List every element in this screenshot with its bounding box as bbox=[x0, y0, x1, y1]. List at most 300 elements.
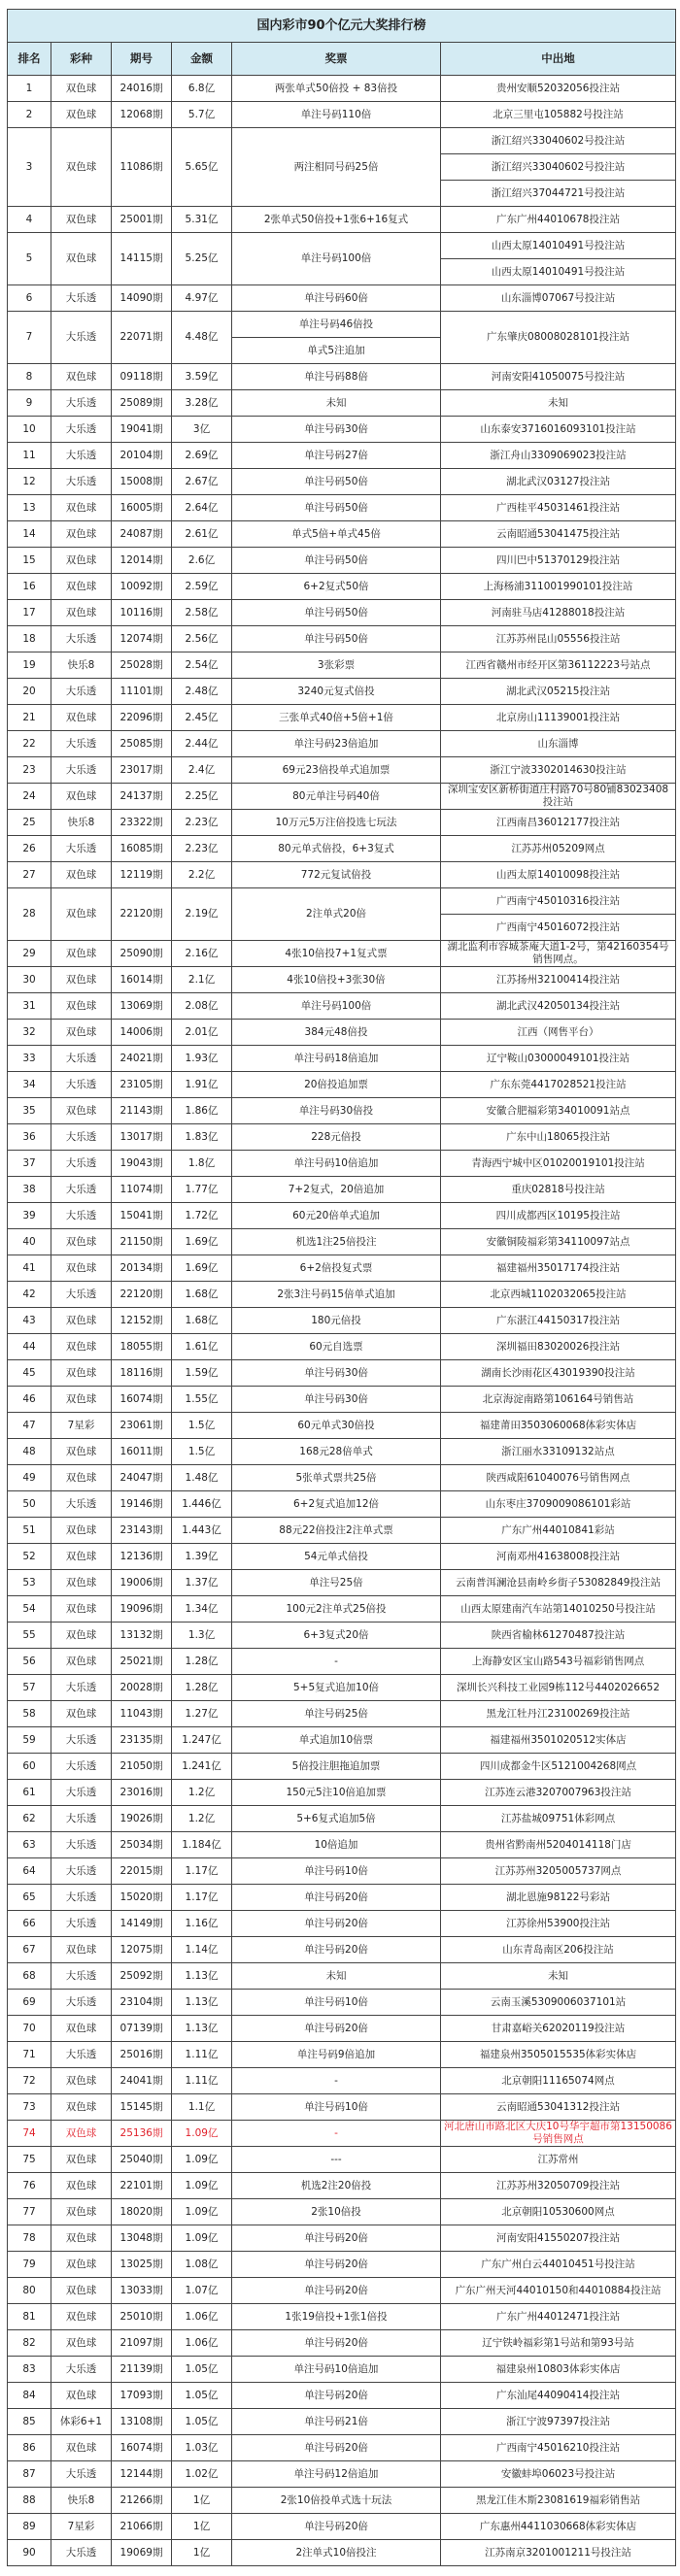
ticket-cell: 5倍投注胆拖追加票 bbox=[232, 1754, 441, 1780]
ticket-cell: 未知 bbox=[232, 390, 441, 417]
amount-cell: 1.55亿 bbox=[172, 1387, 232, 1413]
location-cell: 广东广州44010841彩站 bbox=[441, 1518, 676, 1544]
rank-cell: 18 bbox=[8, 626, 51, 652]
lottery-type-cell: 大乐透 bbox=[51, 1072, 112, 1098]
table-row bbox=[8, 2068, 676, 2094]
issue-cell: 14115期 bbox=[112, 233, 172, 285]
issue-cell: 25010期 bbox=[112, 2304, 172, 2330]
amount-cell: 2.61亿 bbox=[172, 521, 232, 548]
rank-cell: 44 bbox=[8, 1334, 51, 1360]
issue-cell: 15008期 bbox=[112, 469, 172, 495]
issue-cell: 25090期 bbox=[112, 941, 172, 967]
lottery-type-cell: 双色球 bbox=[51, 600, 112, 626]
table-row bbox=[8, 390, 676, 417]
amount-cell: 1.241亿 bbox=[172, 1754, 232, 1780]
location-cell: 辽宁铁岭福彩第1号站和第93号站 bbox=[441, 2330, 676, 2357]
rank-cell: 54 bbox=[8, 1596, 51, 1623]
amount-cell: 2.23亿 bbox=[172, 836, 232, 862]
table-row bbox=[8, 1885, 676, 1911]
location-cell: 江西南昌36012177投注站 bbox=[441, 810, 676, 836]
lottery-type-cell: 双色球 bbox=[51, 1649, 112, 1675]
lottery-type-cell: 大乐透 bbox=[51, 1282, 112, 1308]
location-cell: 河南安阳41550207投注站 bbox=[441, 2225, 676, 2252]
rank-cell: 30 bbox=[8, 967, 51, 993]
ticket-cell: 5+6复式追加5倍 bbox=[232, 1806, 441, 1832]
issue-cell: 22120期 bbox=[112, 888, 172, 941]
amount-cell: 1.11亿 bbox=[172, 2068, 232, 2094]
table-row bbox=[8, 2330, 676, 2357]
ticket-cell: 单注号码20倍 bbox=[232, 2383, 441, 2409]
location-cell: 广东汕尾44090414投注站 bbox=[441, 2383, 676, 2409]
table-row bbox=[8, 443, 676, 469]
lottery-type-cell: 双色球 bbox=[51, 2383, 112, 2409]
issue-cell: 22015期 bbox=[112, 1858, 172, 1885]
location-cell: 广西桂平45031461投注站 bbox=[441, 495, 676, 521]
table-row bbox=[8, 888, 676, 915]
lottery-type-cell: 双色球 bbox=[51, 2330, 112, 2357]
ticket-cell: 3240元复式倍投 bbox=[232, 679, 441, 705]
amount-cell: 1亿 bbox=[172, 2514, 232, 2540]
amount-cell: 2.19亿 bbox=[172, 888, 232, 941]
location-cell: 黑龙江牡丹江23100269投注站 bbox=[441, 1701, 676, 1727]
table-row bbox=[8, 1911, 676, 1937]
amount-cell: 2.6亿 bbox=[172, 548, 232, 574]
table-row bbox=[8, 1229, 676, 1255]
issue-cell: 13048期 bbox=[112, 2225, 172, 2252]
location-cell: 未知 bbox=[441, 1963, 676, 1990]
issue-cell: 09118期 bbox=[112, 364, 172, 390]
rank-cell: 13 bbox=[8, 495, 51, 521]
issue-cell: 13033期 bbox=[112, 2278, 172, 2304]
issue-cell: 14149期 bbox=[112, 1911, 172, 1937]
ticket-cell: 单注号码46倍投 bbox=[232, 312, 441, 338]
issue-cell: 19096期 bbox=[112, 1596, 172, 1623]
ticket-cell: 单注号码10倍 bbox=[232, 1858, 441, 1885]
amount-cell: 6.8亿 bbox=[172, 76, 232, 102]
lottery-type-cell: 双色球 bbox=[51, 128, 112, 207]
amount-cell: 4.97亿 bbox=[172, 285, 232, 312]
location-cell: 江苏徐州53900投注站 bbox=[441, 1911, 676, 1937]
table-title: 国内彩市90个亿元大奖排行榜 bbox=[8, 10, 676, 43]
location-cell: 江苏常州 bbox=[441, 2147, 676, 2173]
location-cell: 青海西宁城中区01020019101投注站 bbox=[441, 1151, 676, 1177]
rank-cell: 60 bbox=[8, 1754, 51, 1780]
amount-cell: 2.56亿 bbox=[172, 626, 232, 652]
location-cell: 深圳福田83020026投注站 bbox=[441, 1334, 676, 1360]
amount-cell: 5.31亿 bbox=[172, 207, 232, 233]
lottery-type-cell: 双色球 bbox=[51, 1570, 112, 1596]
rank-cell: 74 bbox=[8, 2121, 51, 2147]
amount-cell: 1.69亿 bbox=[172, 1255, 232, 1282]
ticket-cell: 两注相同号码25倍 bbox=[232, 128, 441, 207]
lottery-type-cell: 大乐透 bbox=[51, 1780, 112, 1806]
table-row bbox=[8, 495, 676, 521]
location-cell: 广东肇庆08008028101投注站 bbox=[441, 312, 676, 364]
lottery-type-cell: 大乐透 bbox=[51, 390, 112, 417]
lottery-type-cell: 大乐透 bbox=[51, 1858, 112, 1885]
location-cell: 湖北恩施98122号彩站 bbox=[441, 1885, 676, 1911]
issue-cell: 19069期 bbox=[112, 2540, 172, 2566]
location-cell: 江苏苏州3205005737网点 bbox=[441, 1858, 676, 1885]
ticket-cell: 100元2注单式25倍投 bbox=[232, 1596, 441, 1623]
table-row bbox=[8, 731, 676, 757]
table-row bbox=[8, 548, 676, 574]
location-cell: 山西太原14010491号投注站 bbox=[441, 233, 676, 259]
location-cell: 云南昭通53041475投注站 bbox=[441, 521, 676, 548]
rank-cell: 50 bbox=[8, 1491, 51, 1518]
ticket-cell: 384元48倍投 bbox=[232, 1020, 441, 1046]
rank-cell: 3 bbox=[8, 128, 51, 207]
table-row bbox=[8, 2173, 676, 2199]
rank-cell: 59 bbox=[8, 1727, 51, 1754]
ticket-cell: 180元倍投 bbox=[232, 1308, 441, 1334]
issue-cell: 25040期 bbox=[112, 2147, 172, 2173]
ticket-cell: 单注号码20倍 bbox=[232, 2435, 441, 2461]
lottery-type-cell: 双色球 bbox=[51, 1360, 112, 1387]
table-row bbox=[8, 1413, 676, 1439]
issue-cell: 18055期 bbox=[112, 1334, 172, 1360]
table-row bbox=[8, 128, 676, 154]
rank-cell: 35 bbox=[8, 1098, 51, 1124]
rank-cell: 84 bbox=[8, 2383, 51, 2409]
location-cell: 山东青岛南区206投注站 bbox=[441, 1937, 676, 1963]
lottery-type-cell: 双色球 bbox=[51, 2225, 112, 2252]
table-row bbox=[8, 1649, 676, 1675]
issue-cell: 16005期 bbox=[112, 495, 172, 521]
issue-cell: 23061期 bbox=[112, 1413, 172, 1439]
issue-cell: 18116期 bbox=[112, 1360, 172, 1387]
table-row bbox=[8, 1124, 676, 1151]
ticket-cell: 单注号码20倍 bbox=[232, 2330, 441, 2357]
location-cell: 北京海淀南路第106164号销售站 bbox=[441, 1387, 676, 1413]
ticket-cell: 单注号码25倍 bbox=[232, 1701, 441, 1727]
ticket-cell: 单注号码100倍 bbox=[232, 993, 441, 1020]
ticket-cell: 单注号25倍 bbox=[232, 1570, 441, 1596]
amount-cell: 2.1亿 bbox=[172, 967, 232, 993]
ticket-cell: 60元单式30倍投 bbox=[232, 1413, 441, 1439]
location-cell: 上海静安区宝山路543号福彩销售网点 bbox=[441, 1649, 676, 1675]
amount-cell: 2.23亿 bbox=[172, 810, 232, 836]
location-cell: 北京朝阳10530600网点 bbox=[441, 2199, 676, 2225]
amount-cell: 1.91亿 bbox=[172, 1072, 232, 1098]
location-cell: 广东广州44012471投注站 bbox=[441, 2304, 676, 2330]
issue-cell: 12014期 bbox=[112, 548, 172, 574]
lottery-type-cell: 双色球 bbox=[51, 1229, 112, 1255]
amount-cell: 1.48亿 bbox=[172, 1465, 232, 1491]
issue-cell: 16074期 bbox=[112, 2435, 172, 2461]
issue-cell: 22096期 bbox=[112, 705, 172, 731]
table-row bbox=[8, 469, 676, 495]
issue-cell: 25089期 bbox=[112, 390, 172, 417]
col-header-issue: 期号 bbox=[112, 43, 172, 76]
amount-cell: 1亿 bbox=[172, 2540, 232, 2566]
lottery-type-cell: 双色球 bbox=[51, 102, 112, 128]
location-cell: 江西省赣州市经开区第36112223号站点 bbox=[441, 652, 676, 679]
amount-cell: 1.28亿 bbox=[172, 1675, 232, 1701]
amount-cell: 2.4亿 bbox=[172, 757, 232, 784]
issue-cell: 15145期 bbox=[112, 2094, 172, 2121]
amount-cell: 2.69亿 bbox=[172, 443, 232, 469]
issue-cell: 21266期 bbox=[112, 2488, 172, 2514]
ticket-cell: 168元28倍单式 bbox=[232, 1439, 441, 1465]
issue-cell: 15020期 bbox=[112, 1885, 172, 1911]
rank-cell: 47 bbox=[8, 1413, 51, 1439]
lottery-type-cell: 大乐透 bbox=[51, 469, 112, 495]
ticket-cell: 69元23倍投单式追加票 bbox=[232, 757, 441, 784]
amount-cell: 5.25亿 bbox=[172, 233, 232, 285]
issue-cell: 13108期 bbox=[112, 2409, 172, 2435]
issue-cell: 17093期 bbox=[112, 2383, 172, 2409]
amount-cell: 1.247亿 bbox=[172, 1727, 232, 1754]
issue-cell: 24041期 bbox=[112, 2068, 172, 2094]
amount-cell: 1.184亿 bbox=[172, 1832, 232, 1858]
col-header-rank: 排名 bbox=[8, 43, 51, 76]
rank-cell: 38 bbox=[8, 1177, 51, 1203]
rank-cell: 41 bbox=[8, 1255, 51, 1282]
ticket-cell: 单注号码10倍追加 bbox=[232, 1151, 441, 1177]
amount-cell: 2.08亿 bbox=[172, 993, 232, 1020]
amount-cell: 1.07亿 bbox=[172, 2278, 232, 2304]
location-cell: 湖南长沙雨花区43019390投注站 bbox=[441, 1360, 676, 1387]
table-row bbox=[8, 2435, 676, 2461]
location-cell: 未知 bbox=[441, 390, 676, 417]
issue-cell: 11101期 bbox=[112, 679, 172, 705]
lottery-type-cell: 双色球 bbox=[51, 1020, 112, 1046]
location-cell: 湖北武汉03127投注站 bbox=[441, 469, 676, 495]
ticket-cell: 单注号码50倍 bbox=[232, 495, 441, 521]
jackpot-ranking-table bbox=[7, 9, 676, 2566]
location-cell: 深圳宝安区新桥街道庄村路70号80铺83023408投注站 bbox=[441, 784, 676, 810]
amount-cell: 5.7亿 bbox=[172, 102, 232, 128]
lottery-type-cell: 大乐透 bbox=[51, 1203, 112, 1229]
rank-cell: 40 bbox=[8, 1229, 51, 1255]
rank-cell: 48 bbox=[8, 1439, 51, 1465]
ticket-cell: 单注号码30倍 bbox=[232, 1387, 441, 1413]
rank-cell: 36 bbox=[8, 1124, 51, 1151]
amount-cell: 2.58亿 bbox=[172, 600, 232, 626]
amount-cell: 1.446亿 bbox=[172, 1491, 232, 1518]
lottery-type-cell: 双色球 bbox=[51, 1387, 112, 1413]
issue-cell: 13069期 bbox=[112, 993, 172, 1020]
table-row bbox=[8, 1832, 676, 1858]
ticket-cell: 单注号码10倍 bbox=[232, 2094, 441, 2121]
rank-cell: 6 bbox=[8, 285, 51, 312]
table-row bbox=[8, 1701, 676, 1727]
amount-cell: 1.5亿 bbox=[172, 1439, 232, 1465]
table-row bbox=[8, 1596, 676, 1623]
lottery-type-cell: 大乐透 bbox=[51, 1963, 112, 1990]
location-cell: 四川成都西区10195投注站 bbox=[441, 1203, 676, 1229]
rank-cell: 5 bbox=[8, 233, 51, 285]
ticket-cell: 单注号码20倍 bbox=[232, 2016, 441, 2042]
rank-cell: 25 bbox=[8, 810, 51, 836]
rank-cell: 80 bbox=[8, 2278, 51, 2304]
issue-cell: 21066期 bbox=[112, 2514, 172, 2540]
amount-cell: 1.68亿 bbox=[172, 1282, 232, 1308]
amount-cell: 2.54亿 bbox=[172, 652, 232, 679]
ticket-cell: 单注号码20倍 bbox=[232, 1911, 441, 1937]
location-cell: 江苏扬州32100414投注站 bbox=[441, 967, 676, 993]
col-header-amount: 金额 bbox=[172, 43, 232, 76]
ticket-cell: 单注号码9倍追加 bbox=[232, 2042, 441, 2068]
lottery-type-cell: 双色球 bbox=[51, 574, 112, 600]
lottery-type-cell: 大乐透 bbox=[51, 417, 112, 443]
rank-cell: 69 bbox=[8, 1990, 51, 2016]
ticket-cell: 单式5倍+单式45倍 bbox=[232, 521, 441, 548]
rank-cell: 64 bbox=[8, 1858, 51, 1885]
lottery-type-cell: 双色球 bbox=[51, 993, 112, 1020]
amount-cell: 1.09亿 bbox=[172, 2225, 232, 2252]
ticket-cell: 4张10倍投+3张30倍 bbox=[232, 967, 441, 993]
rank-cell: 33 bbox=[8, 1046, 51, 1072]
lottery-type-cell: 大乐透 bbox=[51, 679, 112, 705]
rank-cell: 34 bbox=[8, 1072, 51, 1098]
rank-cell: 87 bbox=[8, 2461, 51, 2488]
amount-cell: 1.13亿 bbox=[172, 2016, 232, 2042]
ticket-cell: 60元20倍单式追加 bbox=[232, 1203, 441, 1229]
lottery-type-cell: 双色球 bbox=[51, 784, 112, 810]
location-cell: 黑龙江佳木斯23081619福彩销售站 bbox=[441, 2488, 676, 2514]
lottery-type-cell: 双色球 bbox=[51, 1937, 112, 1963]
table-row bbox=[8, 1858, 676, 1885]
rank-cell: 57 bbox=[8, 1675, 51, 1701]
issue-cell: 23104期 bbox=[112, 1990, 172, 2016]
location-cell: 福建莆田3503060068体彩实体店 bbox=[441, 1413, 676, 1439]
table-row bbox=[8, 1623, 676, 1649]
ticket-cell: 20倍投追加票 bbox=[232, 1072, 441, 1098]
amount-cell: 1.28亿 bbox=[172, 1649, 232, 1675]
table-row bbox=[8, 1046, 676, 1072]
lottery-type-cell: 大乐透 bbox=[51, 285, 112, 312]
lottery-type-cell: 双色球 bbox=[51, 2173, 112, 2199]
amount-cell: 1亿 bbox=[172, 2488, 232, 2514]
table-row bbox=[8, 1465, 676, 1491]
table-row bbox=[8, 2094, 676, 2121]
amount-cell: 2.64亿 bbox=[172, 495, 232, 521]
table-row bbox=[8, 2357, 676, 2383]
location-cell: 江苏苏州32050709投注站 bbox=[441, 2173, 676, 2199]
header-row bbox=[8, 43, 676, 76]
amount-cell: 1.68亿 bbox=[172, 1308, 232, 1334]
issue-cell: 12068期 bbox=[112, 102, 172, 128]
ticket-cell: 88元22倍投注2注单式票 bbox=[232, 1518, 441, 1544]
rank-cell: 42 bbox=[8, 1282, 51, 1308]
issue-cell: 20028期 bbox=[112, 1675, 172, 1701]
issue-cell: 21139期 bbox=[112, 2357, 172, 2383]
issue-cell: 07139期 bbox=[112, 2016, 172, 2042]
rank-cell: 19 bbox=[8, 652, 51, 679]
table-row bbox=[8, 784, 676, 810]
lottery-type-cell: 双色球 bbox=[51, 2199, 112, 2225]
ticket-cell: 2张10倍投单式选十玩法 bbox=[232, 2488, 441, 2514]
ticket-cell: 单注号码30倍 bbox=[232, 1360, 441, 1387]
issue-cell: 19043期 bbox=[112, 1151, 172, 1177]
table-row bbox=[8, 2304, 676, 2330]
lottery-type-cell: 双色球 bbox=[51, 1701, 112, 1727]
table-row bbox=[8, 1360, 676, 1387]
rank-cell: 77 bbox=[8, 2199, 51, 2225]
location-cell: 安徽合肥福彩第34010091站点 bbox=[441, 1098, 676, 1124]
amount-cell: 1.8亿 bbox=[172, 1151, 232, 1177]
location-cell: 江苏苏州05209网点 bbox=[441, 836, 676, 862]
location-cell: 深圳长兴科技工业园9栋112号4402026652 bbox=[441, 1675, 676, 1701]
issue-cell: 23017期 bbox=[112, 757, 172, 784]
amount-cell: 1.443亿 bbox=[172, 1518, 232, 1544]
location-cell: 贵州安顺52032056投注站 bbox=[441, 76, 676, 102]
issue-cell: 12144期 bbox=[112, 2461, 172, 2488]
location-cell: 福建福州3501020512实体店 bbox=[441, 1727, 676, 1754]
rank-cell: 14 bbox=[8, 521, 51, 548]
ticket-cell: 单注号码50倍 bbox=[232, 600, 441, 626]
location-cell: 四川巴中51370129投注站 bbox=[441, 548, 676, 574]
lottery-type-cell: 大乐透 bbox=[51, 836, 112, 862]
amount-cell: 1.17亿 bbox=[172, 1858, 232, 1885]
rank-cell: 46 bbox=[8, 1387, 51, 1413]
location-cell: 贵州省黔南州5204014118门店 bbox=[441, 1832, 676, 1858]
lottery-type-cell: 大乐透 bbox=[51, 1990, 112, 2016]
location-cell: 河南驻马店41288018投注站 bbox=[441, 600, 676, 626]
lottery-type-cell: 双色球 bbox=[51, 2068, 112, 2094]
table-row bbox=[8, 102, 676, 128]
table-row bbox=[8, 1151, 676, 1177]
rank-cell: 32 bbox=[8, 1020, 51, 1046]
ticket-cell: 772元复试倍投 bbox=[232, 862, 441, 888]
location-cell: 辽宁鞍山03000049101投注站 bbox=[441, 1046, 676, 1072]
rank-cell: 73 bbox=[8, 2094, 51, 2121]
issue-cell: 23322期 bbox=[112, 810, 172, 836]
ticket-cell: 单注号码10倍追加 bbox=[232, 2357, 441, 2383]
lottery-type-cell: 快乐8 bbox=[51, 2488, 112, 2514]
amount-cell: 1.2亿 bbox=[172, 1806, 232, 1832]
table-row bbox=[8, 417, 676, 443]
issue-cell: 13025期 bbox=[112, 2252, 172, 2278]
issue-cell: 22120期 bbox=[112, 1282, 172, 1308]
table-row bbox=[8, 862, 676, 888]
issue-cell: 21150期 bbox=[112, 1229, 172, 1255]
issue-cell: 12075期 bbox=[112, 1937, 172, 1963]
lottery-type-cell: 双色球 bbox=[51, 1544, 112, 1570]
location-cell: 上海杨浦311001990101投注站 bbox=[441, 574, 676, 600]
ticket-cell: 单注号码21倍 bbox=[232, 2409, 441, 2435]
table-row bbox=[8, 1675, 676, 1701]
issue-cell: 19146期 bbox=[112, 1491, 172, 1518]
location-cell: 福建泉州10803体彩实体店 bbox=[441, 2357, 676, 2383]
table-row bbox=[8, 2225, 676, 2252]
lottery-type-cell: 快乐8 bbox=[51, 652, 112, 679]
lottery-type-cell: 7星彩 bbox=[51, 2514, 112, 2540]
table-row bbox=[8, 1754, 676, 1780]
ticket-cell: 228元倍投 bbox=[232, 1124, 441, 1151]
lottery-type-cell: 双色球 bbox=[51, 76, 112, 102]
table-row bbox=[8, 1308, 676, 1334]
rank-cell: 26 bbox=[8, 836, 51, 862]
lottery-type-cell: 双色球 bbox=[51, 1465, 112, 1491]
lottery-type-cell: 双色球 bbox=[51, 2304, 112, 2330]
lottery-type-cell: 大乐透 bbox=[51, 1806, 112, 1832]
amount-cell: 3亿 bbox=[172, 417, 232, 443]
amount-cell: 2.25亿 bbox=[172, 784, 232, 810]
amount-cell: 1.69亿 bbox=[172, 1229, 232, 1255]
table-row bbox=[8, 967, 676, 993]
table-row bbox=[8, 2016, 676, 2042]
issue-cell: 11086期 bbox=[112, 128, 172, 207]
location-cell: 山西太原14010491号投注站 bbox=[441, 259, 676, 285]
rank-cell: 58 bbox=[8, 1701, 51, 1727]
rank-cell: 61 bbox=[8, 1780, 51, 1806]
rank-cell: 1 bbox=[8, 76, 51, 102]
issue-cell: 23105期 bbox=[112, 1072, 172, 1098]
rank-cell: 88 bbox=[8, 2488, 51, 2514]
